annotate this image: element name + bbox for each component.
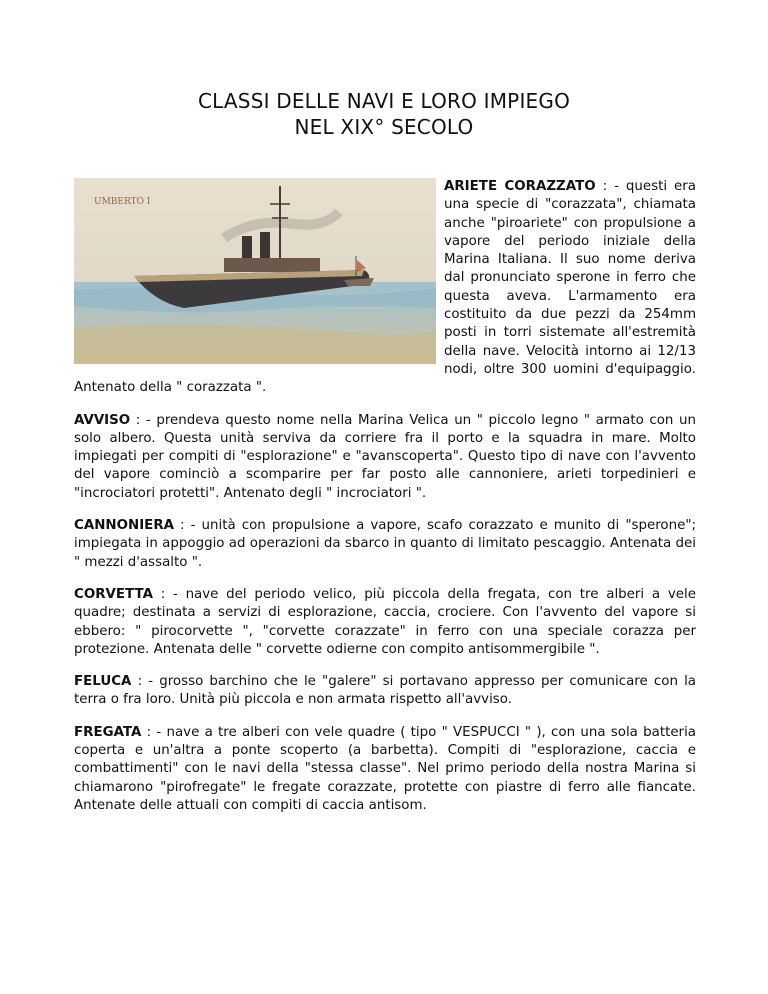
entry-fregata — [74, 724, 696, 815]
entry-description: : - grosso barchino che le "galere" si portavano appresso per comunicare con la terra o fra loro. Unità più piccola e non armata rispetto all'avviso. — [74, 674, 696, 708]
entry-term: FREGATA — [74, 724, 142, 740]
painting-signature: UMBERTO I — [94, 197, 151, 207]
entry-term: CANNONIERA — [74, 518, 174, 534]
entry-term: ARIETE CORAZZATO — [444, 179, 596, 194]
entry-corvetta — [74, 586, 696, 659]
document-body — [74, 178, 696, 829]
entry-description: : - nave a tre alberi con vele quadre ( tipo " VESPUCCI " ), con una sola batteria coperta e un'altra a ponte scoperto (a barbetta). Compiti di "esplorazione, caccia e combattimenti" con le navi della "stessa classe". Nel primo periodo della nostra Marina si chiamarono "pirofregate" le fregate corazzate, protette con piastre di ferro alle fiancate. Antenate delle attuali con compiti di caccia antisom. — [74, 724, 696, 813]
entry-term: FELUCA — [74, 674, 132, 690]
title-line-2: NEL XIX° SECOLO — [294, 115, 474, 139]
entry-description: : - questi era una specie di "corazzata", chiamata anche "piroariete" con propulsione a vapore del periodo iniziale della Marina Italiana. Il suo nome deriva dal pronunciato sperone in ferro che questa aveva. L'armamento era costituito da due pezzi da 254mm posti in torri sistemate all'estremità della nave. Velocità intorno ai 12/13 nodi, oltre 300 uomini d'equipaggio. Antenato della " corazzata ". — [74, 179, 696, 396]
entry-description: : - unità con propulsione a vapore, scafo corazzato e munito di "sperone"; impiegata in appoggio ad operazioni da sbarco in quanto di limitato pescaggio. Antenata dei " mezzi d'assalto ". — [74, 518, 696, 570]
entry-feluca — [74, 673, 696, 710]
ship-illustration — [74, 178, 436, 364]
entry-cannoniera — [74, 517, 696, 572]
entry-term: CORVETTA — [74, 586, 153, 602]
entry-avviso — [74, 412, 696, 503]
entry-ariete-corazzato — [74, 178, 696, 398]
ironclad-ship-painting — [74, 178, 436, 364]
title-line-1: CLASSI DELLE NAVI E LORO IMPIEGO — [197, 89, 571, 113]
page-title — [0, 88, 768, 140]
entry-term: AVVISO — [74, 412, 131, 428]
entry-description: : - prendeva questo nome nella Marina Velica un " piccolo legno " armato con un solo albero. Questa unità serviva da corriere fra il porto e la squadra in mare. Molto impiegati per compiti di "esplorazione" e "avanscoperta". Questo tipo di nave con l'avvento del vapore cominciò a scomparire per far posto alle cannoniere, arieti torpedinieri e "incrociatori protetti". Antenato degli " incrociatori ". — [74, 412, 696, 501]
entry-description: : - nave del periodo velico, più piccola della fregata, con tre alberi a vele quadre; destinata a servizi di esplorazione, caccia, crociere. Con l'avvento del vapore si ebbero: " pirocorvette ", "corvette corazzate" in ferro con una speciale corazza per protezione. Antenata delle " corvette odierne con compito antisommergibile ". — [74, 586, 696, 657]
